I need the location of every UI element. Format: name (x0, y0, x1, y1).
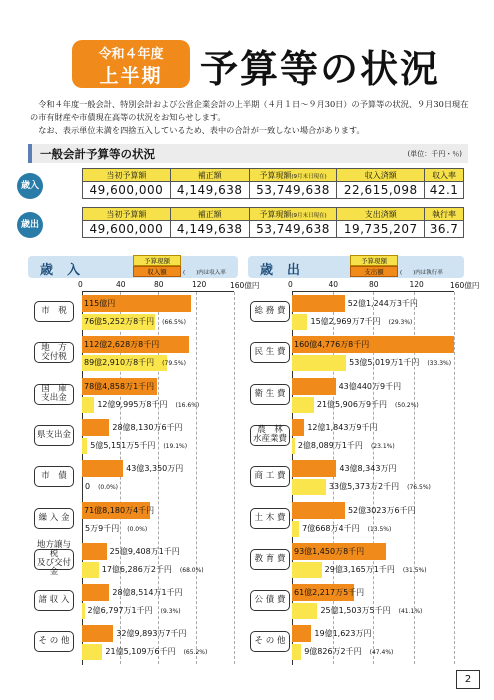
revenue-tick-label: 80 (154, 280, 164, 289)
expense-tick-label: 160億円 (450, 281, 480, 290)
expense-actual-amount: 7億668万4千円 (302, 523, 368, 533)
table-header-label: 予算現額 (259, 209, 292, 219)
expense-tick-label: 0 (288, 280, 293, 289)
expense-actual-amount: 53億5,019万1千円 (349, 358, 428, 368)
expense-budget-value: 43億8,343万円 (339, 464, 397, 474)
table-cell: 22,615,098 (337, 182, 425, 199)
revenue-actual-bar (82, 644, 102, 660)
expense-actual-amount: 2億8,089万1千円 (297, 440, 371, 450)
legend-actual: 支出額 (350, 266, 398, 277)
revenue-rate: (65.2%) (183, 649, 208, 657)
expense-tick-label: 120 (409, 280, 424, 289)
expense-budget-value: 160億4,776万8千円 (294, 340, 370, 350)
expense-actual-bar (292, 314, 307, 330)
expense-rate: (31.5%) (402, 566, 427, 574)
expense-category-label: 総 務 費 (250, 301, 290, 322)
table-header: 当初予算額 (83, 169, 171, 182)
expense-budget-value: 43億440万9千円 (338, 381, 402, 391)
table-header: 補正額 (170, 208, 249, 221)
revenue-actual-value (84, 316, 186, 327)
table-header: 補正額 (170, 169, 249, 182)
revenue-budget-value: 78億4,858万1千円 (84, 381, 155, 391)
revenue-actual-value (84, 357, 186, 368)
table-header-note: (9月末日現在) (291, 212, 327, 219)
expense-actual-bar (292, 438, 295, 454)
expense-rate: (50.2%) (395, 401, 419, 409)
revenue-rate: (0.0%) (127, 525, 148, 533)
revenue-category-label: 繰 入 金 (34, 508, 74, 529)
table-cell: 49,600,000 (83, 221, 171, 238)
expense-actual-amount: 25億1,503万5千円 (320, 606, 399, 616)
revenue-actual-amount: 2億6,797万1千円 (87, 606, 161, 616)
revenue-actual-value (102, 564, 204, 575)
revenue-actual-bar (82, 603, 85, 619)
expense-actual-value (304, 646, 393, 657)
era-year: 令和４年度 (98, 47, 164, 62)
table-header: 収入済額 (337, 169, 425, 182)
revenue-gridline (234, 292, 235, 664)
table-header: 収入率 (425, 169, 464, 182)
expense-actual-bar (292, 603, 317, 619)
revenue-budget-value: 112億2,628万8千円 (84, 340, 160, 350)
expense-actual-value (317, 399, 419, 410)
revenue-budget-bar (82, 625, 113, 642)
table-header (249, 169, 337, 182)
expense-actual-value (320, 605, 422, 616)
revenue-rate: (9.3%) (160, 608, 181, 616)
revenue-actual-bar (82, 562, 99, 578)
expense-actual-value (349, 357, 451, 368)
legend-budget: 予算現額 (133, 255, 181, 266)
revenue-actual-bar (82, 438, 87, 454)
expense-category-label: 民 生 費 (250, 342, 290, 363)
expense-budget-bar (292, 460, 336, 477)
section-unit: (単位：千円・％) (407, 150, 462, 158)
expense-actual-amount: 21億5,906万9千円 (316, 399, 396, 409)
revenue-tick-label: 120 (192, 280, 207, 289)
revenue-budget-value: 32億9,893万7千円 (116, 629, 187, 639)
expense-budget-value: 52億1,244万3千円 (347, 299, 418, 308)
table-cell: 4,149,638 (170, 182, 249, 199)
revenue-budget-value: 28億8,130万6千円 (112, 422, 183, 432)
revenue-actual-amount: 76億5,252万8千円 (84, 317, 163, 326)
table-cell: 53,749,638 (249, 182, 337, 199)
expense-budget-value: 12億1,843万9千円 (307, 422, 378, 432)
revenue-category-label: 市 債 (34, 466, 74, 487)
expense-category-label: 衛 生 費 (250, 384, 290, 405)
expense-category-label: 土 木 費 (250, 508, 290, 529)
expense-actual-value (325, 564, 427, 575)
expense-budget-value: 93億1,450万8千円 (294, 546, 365, 556)
expense-budget-bar (292, 502, 345, 519)
revenue-rate: (0.0%) (98, 484, 119, 492)
revenue-rate: (16.6%) (175, 401, 200, 409)
revenue-actual-value (105, 646, 207, 657)
expense-category-label: 教 育 費 (250, 549, 290, 570)
expense-rate: (13.5%) (367, 525, 392, 533)
expense-rate: (29.3%) (388, 319, 413, 326)
revenue-category-label: そ の 他 (34, 631, 74, 652)
expense-rate: (41.1%) (398, 608, 423, 616)
expense-actual-bar (292, 521, 299, 537)
expense-category-label: 商 工 費 (250, 466, 290, 487)
revenue-actual-value (88, 605, 181, 616)
table-header-label: 予算現額 (259, 170, 292, 180)
expense-rate: (47.4%) (369, 649, 394, 657)
page-title: 予算等の状況 (200, 46, 441, 91)
revenue-actual-value (90, 440, 187, 451)
revenue-category-label: 地方譲与税 及び交付金 (34, 549, 74, 570)
expense-row-label: 歳出 (17, 212, 43, 238)
revenue-category-label: 諸 収 入 (34, 590, 74, 611)
revenue-actual-value (85, 523, 147, 534)
revenue-budget-value: 28億8,514万1千円 (112, 588, 183, 598)
expense-actual-value (298, 440, 395, 451)
expense-category-label: 公 債 費 (250, 590, 290, 611)
revenue-tick-label: 40 (116, 280, 126, 289)
revenue-budget-value: 115億円 (84, 299, 116, 308)
era-period: 上半期 (99, 65, 163, 87)
revenue-category-label: 県支出金 (34, 425, 74, 446)
expense-tick-label: 40 (328, 280, 339, 289)
revenue-budget-value: 43億3,350万円 (126, 464, 184, 474)
era-badge (72, 40, 190, 88)
revenue-budget-bar (82, 543, 107, 560)
expense-category-label: 農 林 水産業費 (250, 425, 290, 446)
expense-axis (292, 291, 454, 292)
revenue-actual-amount: 5億5,151万5千円 (90, 440, 164, 450)
revenue-actual-amount: 5万9千円 (85, 523, 128, 533)
expense-actual-amount: 33億5,373万2千円 (328, 482, 408, 492)
expense-actual-amount: 9億826万2千円 (304, 647, 370, 657)
expense-actual-bar (292, 644, 301, 660)
expense-actual-bar (292, 397, 314, 413)
expense-budget-bar (292, 295, 345, 312)
legend-budget: 予算現額 (350, 255, 398, 266)
expense-actual-amount: 29億3,165万1千円 (324, 564, 403, 574)
intro-text (30, 98, 470, 137)
expense-actual-bar (292, 355, 346, 371)
expense-category-label: そ の 他 (250, 631, 290, 652)
revenue-actual-bar (82, 397, 94, 413)
expense-budget-value: 52億3023万6千円 (347, 505, 416, 515)
expense-actual-bar (292, 479, 326, 495)
intro-paragraph-1: 令和４年度一般会計、特別会計および公営企業会計の上半期（４月１日～９月30日）の予算等の状況、９月30日現在の市有財産や市債現在高等の状況をお知らせします。 (30, 99, 469, 122)
page-number: 2 (456, 670, 480, 689)
revenue-legend-note: ( )内は収入率 (183, 270, 226, 276)
expense-actual-value (329, 481, 431, 492)
expense-rate: (76.5%) (407, 484, 431, 492)
table-cell: 49,600,000 (83, 182, 171, 199)
expense-budget-bar (292, 625, 311, 642)
expense-budget-bar (292, 378, 336, 395)
expense-actual-value (302, 523, 391, 534)
expense-actual-value (310, 316, 412, 327)
expense-actual-amount: 15億2,969万7千円 (310, 317, 389, 326)
revenue-actual-value (85, 481, 118, 492)
revenue-actual-amount: 0 (85, 482, 99, 492)
revenue-chart-title: 歳入 (40, 263, 95, 278)
expense-actual-bar (292, 562, 322, 578)
table-cell: 42.1 (425, 182, 464, 199)
revenue-rate: (19.1%) (163, 442, 188, 450)
revenue-rate: (68.0%) (179, 566, 204, 574)
revenue-gridline (196, 292, 197, 664)
table-cell: 19,735,207 (337, 221, 425, 238)
revenue-category-label: 地 方 交付税 (34, 342, 74, 363)
revenue-actual-amount: 89億2,910万8千円 (84, 358, 163, 368)
section-header (28, 144, 468, 163)
intro-paragraph-2: なお、表示単位未満を四捨五入しているため、表中の合計が一致しない場合があります。 (38, 125, 365, 135)
revenue-row-label: 歳入 (17, 173, 43, 199)
revenue-budget-bar (82, 419, 109, 436)
expense-chart-title: 歳出 (260, 263, 315, 278)
revenue-rate: (79.5%) (162, 360, 186, 368)
expense-budget-value: 19億1,623万円 (314, 629, 372, 639)
expense-legend (350, 255, 398, 277)
table-header: 当初予算額 (83, 208, 171, 221)
expense-rate: (23.1%) (370, 442, 395, 450)
revenue-rate: (66.5%) (162, 319, 186, 326)
revenue-budget-bar (82, 584, 109, 601)
table-header: 執行率 (425, 208, 464, 221)
revenue-actual-amount: 17億6,286万2千円 (101, 564, 180, 574)
revenue-budget-bar (82, 460, 123, 477)
revenue-summary-table (82, 168, 464, 199)
revenue-tick-label: 160億円 (230, 281, 260, 290)
revenue-category-label: 市 税 (34, 301, 74, 322)
table-header-note: (9月末日現在) (291, 173, 327, 180)
revenue-category-label: 国 庫 支出金 (34, 384, 74, 405)
revenue-budget-value: 71億8,180万4千円 (84, 505, 155, 515)
table-cell: 36.7 (425, 221, 464, 238)
expense-budget-bar (292, 419, 304, 436)
legend-actual: 収入額 (133, 266, 181, 277)
revenue-budget-value: 25億9,408万1千円 (109, 546, 180, 556)
table-header: 支出済額 (337, 208, 425, 221)
revenue-actual-value (97, 399, 199, 410)
table-header (249, 208, 337, 221)
revenue-actual-amount: 12億9,995万8千円 (97, 399, 176, 409)
revenue-tick-label: 0 (78, 280, 83, 289)
table-cell: 53,749,638 (249, 221, 337, 238)
revenue-legend (133, 255, 181, 277)
expense-budget-value: 61億2,217万5千円 (294, 588, 365, 598)
expense-rate: (33.3%) (427, 360, 452, 368)
expense-tick-label: 80 (369, 280, 379, 289)
revenue-axis (82, 291, 234, 292)
expense-legend-note: ( )内は執行率 (400, 270, 443, 276)
expense-summary-table (82, 207, 464, 238)
revenue-actual-amount: 21億5,109万6千円 (105, 647, 184, 657)
table-cell: 4,149,638 (170, 221, 249, 238)
section-title: 一般会計予算等の状況 (40, 147, 155, 161)
